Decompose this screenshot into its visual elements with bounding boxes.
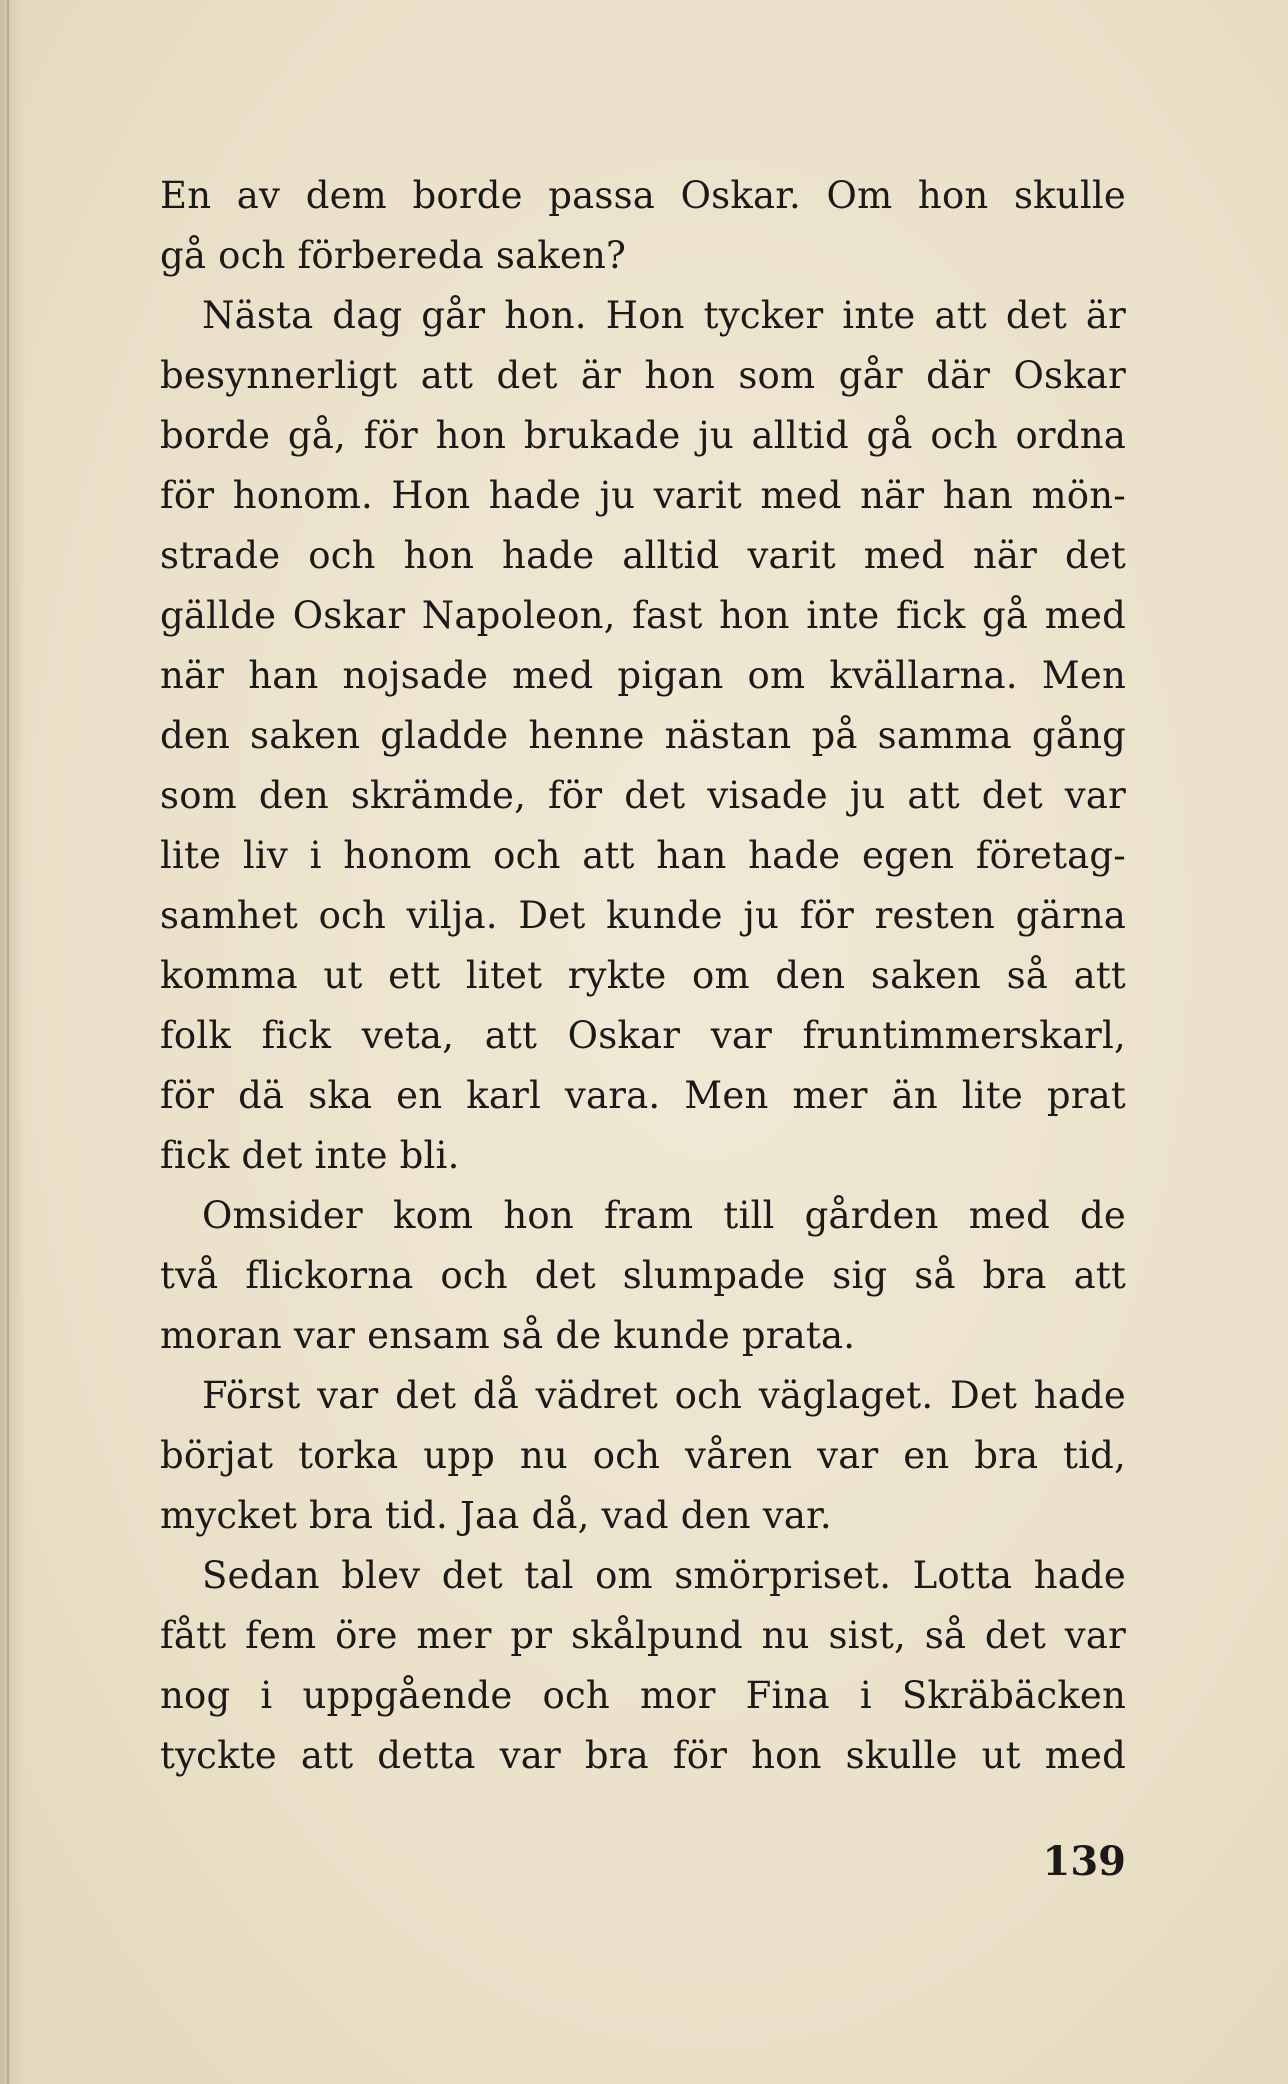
page-text [160,166,1126,1786]
text-line: tyckte att detta var bra för hon skulle ut med [160,1734,1126,1777]
text-line: för dä ska en karl vara. Men mer än lite prat [160,1074,1126,1117]
text-line: folk fick veta, att Oskar var fruntimmerskarl, [160,1014,1126,1057]
book-spine-shadow [0,0,26,2084]
text-line: Först var det då vädret och väglaget. Det hade [202,1374,1126,1417]
text-line: Omsider kom hon fram till gården med de [202,1194,1126,1237]
text-line: moran var ensam så de kunde prata. [160,1314,856,1357]
text-line: En av dem borde passa Oskar. Om hon skulle [160,174,1126,217]
text-line: den saken gladde henne nästan på samma gång [160,714,1126,757]
text-line: nog i uppgående och mor Fina i Skräbäcken [160,1674,1126,1717]
text-line: för honom. Hon hade ju varit med när han mön- [160,474,1126,517]
page-number: 139 [1042,1838,1126,1885]
text-line: när han nojsade med pigan om kvällarna. Men [160,654,1126,697]
text-line: Nästa dag går hon. Hon tycker inte att det är [202,294,1126,337]
text-line: samhet och vilja. Det kunde ju för resten gärna [160,894,1126,937]
text-line: gällde Oskar Napoleon, fast hon inte fick gå med [160,594,1126,637]
text-line: börjat torka upp nu och våren var en bra tid, [160,1434,1126,1477]
text-line: strade och hon hade alltid varit med när det [160,534,1126,577]
text-line: gå och förbereda saken? [160,234,627,277]
text-line: besynnerligt att det är hon som går där Oskar [160,354,1126,397]
text-line: lite liv i honom och att han hade egen företag- [160,834,1126,877]
text-line: som den skrämde, för det visade ju att det var [160,774,1126,817]
text-line: fått fem öre mer pr skålpund nu sist, så det var [160,1614,1126,1657]
text-line: borde gå, för hon brukade ju alltid gå och ordna [160,414,1126,457]
text-line: två flickorna och det slumpade sig så bra att [160,1254,1126,1297]
book-spine-edge [7,0,9,2084]
text-line: fick det inte bli. [160,1134,460,1177]
text-line: komma ut ett litet rykte om den saken så att [160,954,1126,997]
text-line: Sedan blev det tal om smörpriset. Lotta hade [202,1554,1126,1597]
text-line: mycket bra tid. Jaa då, vad den var. [160,1494,832,1537]
